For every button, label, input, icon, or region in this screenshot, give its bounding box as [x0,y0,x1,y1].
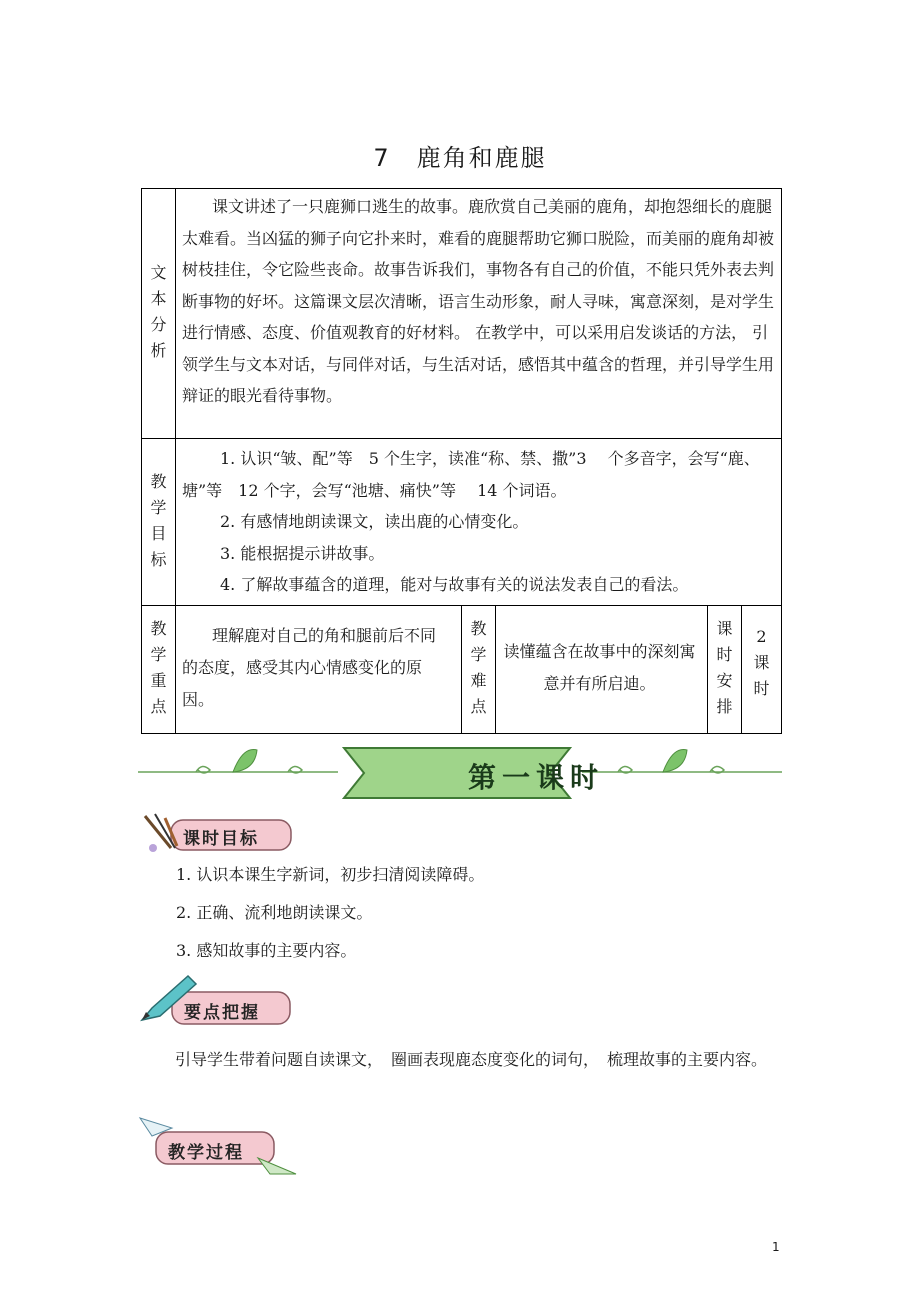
goals-header-cell [142,439,176,606]
lesson-title-text: 鹿角和鹿腿 [416,144,547,172]
analysis-header-cell [142,189,176,439]
difficulty-header-cell [462,605,496,733]
key-points-tag [138,972,298,1028]
process-tag [138,1114,298,1178]
focus-text: 理解鹿对自己的角和腿前后不同的态度，感受其内心情感变化的原因。 [182,625,437,709]
difficulty-cell [496,605,708,733]
process-label: 教学过程 [168,1143,244,1163]
list-item: 2. 正确、流利地朗读课文。 [176,903,373,922]
list-item: 1. 认识本课生字新词，初步扫清阅读障碍。 [176,865,485,884]
page-number: 1 [772,1240,780,1254]
difficulty-header: 教学难点 [470,618,487,716]
focus-cell [176,605,462,733]
analysis-text: 课文讲述了一只鹿狮口逃生的故事。鹿欣赏自己美丽的鹿角，却抱怨细长的鹿腿太难看。当凶猛的狮子向它扑来时，难看的鹿腿帮助它狮口脱险，而美丽的鹿角却被树枝挂住，令它险些丧命。故事告诉我们，事物各有自己的价值，不能只凭外表去判断事物的好坏。这篇课文层次清晰，语言生动形象，耐人寻味，寓意深刻，是对学生进行情感、态度、价值观教育的好材料。 在教学中，可以采用启发谈话的方法， 引领学生与文本对话，与同伴对话，与生活对话，感悟其中蕴含的哲理，并引导学生用辩证的眼光看待事物。 [182,197,775,405]
lesson-number: 7 [373,144,391,172]
goals-header: 教学目标 [150,471,167,569]
goal-item-4: 4. 了解故事蕴含的道理，能对与故事有关的说法发表自己的看法。 [220,575,689,594]
schedule-header-cell [708,605,742,733]
analysis-cell [176,189,782,439]
first-lesson-banner [138,742,782,804]
goal-item-2: 2. 有感情地朗读课文，读出鹿的心情变化。 [220,512,529,531]
schedule-cell [742,605,782,733]
lesson-goals-tag [141,812,301,856]
banner-label: 第一课时 [467,761,604,794]
goal-item-1: 1. 认识“皱、配”等 5 个生字，读准“称、禁、撒”3 个多音字，会写“鹿、塘”等 12 个字，会写“池塘、痛快”等 14 个词语。 [182,449,760,500]
focus-header-cell [142,605,176,733]
key-points-text: 引导学生带着问题自读课文， 圈画表现鹿态度变化的词句， 梳理故事的主要内容。 [175,1050,768,1069]
difficulty-text: 读懂蕴含在故事中的深刻寓意并有所启迪。 [503,641,696,693]
leaf-icon [233,749,257,772]
analysis-header: 文本分析 [150,263,167,361]
schedule-value: 2课时 [753,626,770,698]
leaf-icon [663,749,687,772]
lesson-plan-table [141,188,782,734]
list-item: 3. 感知故事的主要内容。 [176,941,357,960]
lesson-goals-label: 课时目标 [183,829,259,849]
goals-cell [176,439,782,606]
lesson-title [0,138,920,173]
schedule-header: 课时安排 [716,618,733,716]
focus-header: 教学重点 [150,618,167,716]
goal-item-3: 3. 能根据提示讲故事。 [220,543,385,563]
lesson-goals-list [176,862,484,976]
key-points-label: 要点把握 [184,1003,260,1023]
